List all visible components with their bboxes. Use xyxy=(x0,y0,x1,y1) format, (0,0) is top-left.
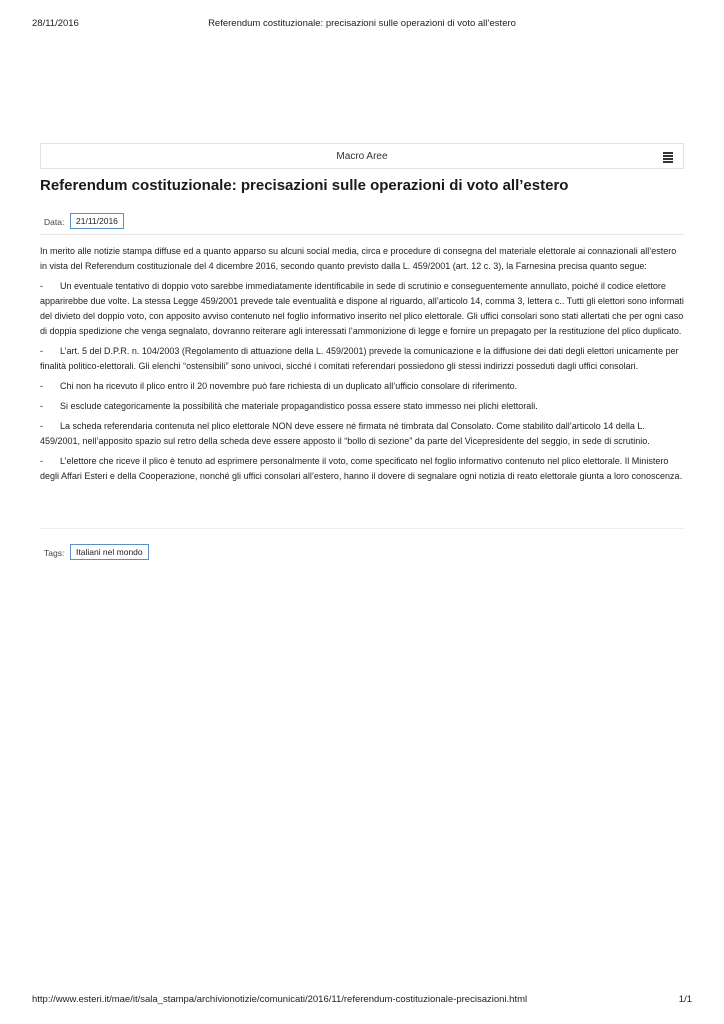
dash: - xyxy=(40,281,43,291)
list-item-text: L’elettore che riceve il plico è tenuto ad esprimere personalmente il voto, come specificato nel foglio informativo contenuto nel plico elettorale. Il Ministero degli Affari Esteri e della Cooperazione, nonché gli uffici consolari all’estero, hanno il dovere di segnalare ogni notizia di reato elettorale giunta a loro conoscenza. xyxy=(40,456,683,481)
print-footer xyxy=(32,994,692,1006)
article-body xyxy=(40,244,684,489)
list-item xyxy=(40,399,684,414)
list-item-text: Chi non ha ricevuto il plico entro il 20 novembre può fare richiesta di un duplicato all’ufficio consolare di riferimento. xyxy=(60,381,518,391)
date-label: Data: xyxy=(44,217,65,227)
macro-aree-menu-bar[interactable] xyxy=(40,143,684,169)
list-item-text: L’art. 5 del D.P.R. n. 104/2003 (Regolamento di attuazione della L. 459/2001) prevede la comunicazione e la diffusione dei dati degli elettori unicamente per finalità politico-elettorali. Gli elenchi “ostensibili” sono univoci, sicché i comitati referendari possiedono gli stessi indirizzi posseduti dagli uffici consolari. xyxy=(40,346,679,371)
list-item xyxy=(40,379,684,394)
article-intro: In merito alle notizie stampa diffuse ed a quanto apparso su alcuni social media, circa e procedure di consegna del materiale elettorale ai connazionali all’estero in vista del Referendum costituzionale del 4 dicembre 2016, secondo quanto previsto dalla L. 459/2001 (art. 12 c. 3), la Farnesina precisa quanto segue: xyxy=(40,246,677,271)
print-doc-title: Referendum costituzionale: precisazioni sulle operazioni di voto all’estero xyxy=(208,18,516,29)
list-item xyxy=(40,279,684,339)
list-item xyxy=(40,454,684,484)
tags-row xyxy=(40,541,684,565)
tag-link[interactable]: Italiani nel mondo xyxy=(70,544,149,560)
tags-label: Tags: xyxy=(44,548,65,558)
list-item xyxy=(40,419,684,449)
dash: - xyxy=(40,401,43,411)
article-divider xyxy=(40,528,684,529)
list-item-text: Un eventuale tentativo di doppio voto sarebbe immediatamente identificabile in sede di scrutinio e conseguentemente annullato, poiché il codice elettore apparirebbe due volte. La stessa Legge 459/2001 prevede tale eventualità e dispone al riguardo, all’articolo 14, comma 3, lettera c.. Tutti gli elettori sono informati del divieto del doppio voto, con apposito avviso contenuto nel foglio informativo inserito nel plico elettorale. Gli uffici consolari sono stati allertati che per ogni caso di doppia spedizione che venga segnalato, dovranno reiterare agli interessati l’ammonizione di legge e fornire un prepagato per la restituzione del plico duplicato. xyxy=(40,281,684,336)
page-title: Referendum costituzionale: precisazioni sulle operazioni di voto all’estero xyxy=(40,177,569,194)
list-item-text: Si esclude categoricamente la possibilità che materiale propagandistico possa essere stato immesso nei plichi elettorali. xyxy=(60,401,538,411)
dash: - xyxy=(40,456,43,466)
print-url: http://www.esteri.it/mae/it/sala_stampa/archivionotizie/comunicati/2016/11/referendum-costituzionale-precisazioni.html xyxy=(32,994,528,1005)
print-date: 28/11/2016 xyxy=(32,18,79,29)
dash: - xyxy=(40,346,43,356)
date-row xyxy=(40,210,684,235)
list-item-text: La scheda referendaria contenuta nel plico elettorale NON deve essere né firmata né timbrata dal Consolato. Come stabilito dall’articolo 14 della L. 459/2001, nell’apposito spazio sul retro della scheda deve essere apposto il “bollo di sezione” da parte del Vicepresidente del seggio, in sede di scrutinio. xyxy=(40,421,650,446)
list-item xyxy=(40,344,684,374)
menu-label[interactable]: Macro Aree xyxy=(336,151,388,162)
print-header xyxy=(32,18,692,30)
date-value: 21/11/2016 xyxy=(70,213,124,229)
hamburger-menu-icon[interactable] xyxy=(663,152,673,161)
dash: - xyxy=(40,421,43,431)
page-count: 1/1 xyxy=(678,994,692,1005)
dash: - xyxy=(40,381,43,391)
